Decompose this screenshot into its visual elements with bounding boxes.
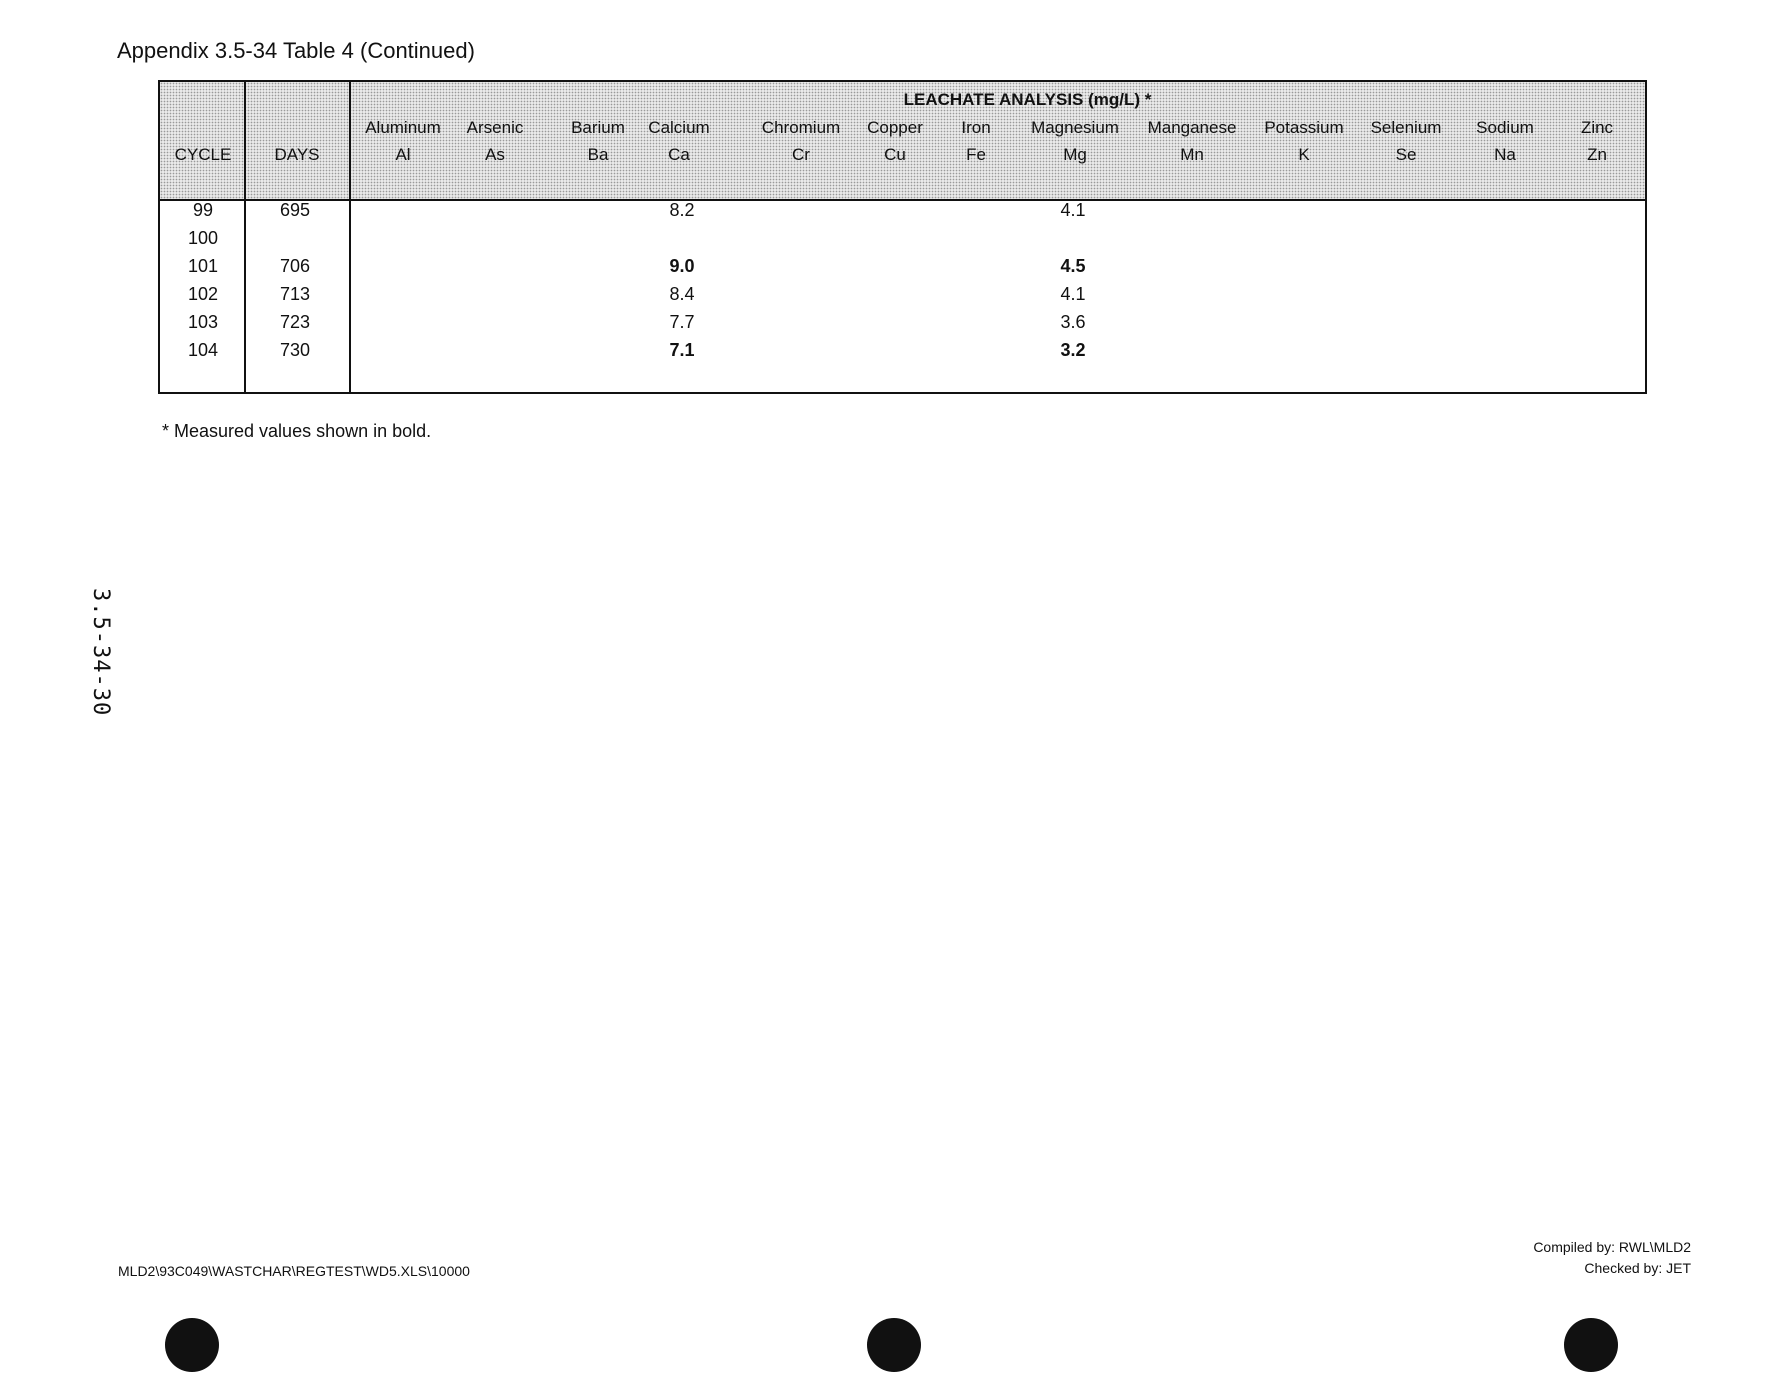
element-symbol-header: Cr bbox=[792, 145, 810, 164]
element-name-header: Barium bbox=[571, 118, 625, 137]
element-symbol-header: Mg bbox=[1063, 145, 1087, 164]
element-symbol-header: As bbox=[485, 145, 505, 164]
element-symbol-header: Ca bbox=[668, 145, 690, 164]
magnesium-cell: 4.5 bbox=[1060, 256, 1086, 276]
element-symbol-header: Cu bbox=[884, 145, 906, 164]
column-divider bbox=[244, 82, 246, 392]
element-name-header: Iron bbox=[961, 118, 991, 137]
element-name-header: Zinc bbox=[1580, 118, 1614, 137]
page-title: Appendix 3.5-34 Table 4 (Continued) bbox=[117, 38, 475, 63]
element-name-header: Arsenic bbox=[466, 118, 524, 137]
cycle-cell: 101 bbox=[187, 256, 219, 276]
element-name-header: Calcium bbox=[648, 118, 710, 137]
element-symbol-header: Ba bbox=[587, 145, 609, 164]
element-symbol-header: Al bbox=[395, 145, 411, 164]
element-name-header: Aluminum bbox=[365, 118, 441, 137]
days-cell: 723 bbox=[279, 312, 311, 332]
days-header: DAYS bbox=[274, 145, 320, 164]
binder-hole bbox=[1564, 1318, 1618, 1372]
element-name-header: Potassium bbox=[1264, 118, 1344, 137]
binder-hole bbox=[867, 1318, 921, 1372]
calcium-cell: 8.2 bbox=[669, 200, 695, 220]
element-symbol-header: Fe bbox=[966, 145, 986, 164]
cycle-cell: 99 bbox=[192, 200, 214, 220]
page-number: 3.5-34-30 bbox=[88, 588, 113, 717]
days-cell: 706 bbox=[279, 256, 311, 276]
cycle-header: CYCLE bbox=[174, 145, 232, 164]
cycle-cell: 104 bbox=[187, 340, 219, 360]
magnesium-cell: 4.1 bbox=[1060, 284, 1086, 304]
element-symbol-header: K bbox=[1298, 145, 1310, 164]
days-cell: 695 bbox=[279, 200, 311, 220]
element-name-header: Magnesium bbox=[1031, 118, 1119, 137]
days-cell: 730 bbox=[279, 340, 311, 360]
element-name-header: Manganese bbox=[1147, 118, 1237, 137]
calcium-cell: 8.4 bbox=[669, 284, 695, 304]
footnote: * Measured values shown in bold. bbox=[162, 421, 432, 441]
cycle-cell: 100 bbox=[187, 228, 219, 248]
binder-hole bbox=[165, 1318, 219, 1372]
cycle-cell: 103 bbox=[187, 312, 219, 332]
days-cell: 713 bbox=[279, 284, 311, 304]
element-symbol-header: Se bbox=[1395, 145, 1417, 164]
leachate-table bbox=[158, 80, 1647, 394]
magnesium-cell: 3.6 bbox=[1060, 312, 1086, 332]
signoff-block bbox=[1533, 1237, 1691, 1279]
element-symbol-header: Na bbox=[1494, 145, 1516, 164]
group-header: LEACHATE ANALYSIS (mg/L) * bbox=[903, 90, 1152, 109]
file-path: MLD2\93C049\WASTCHAR\REGTEST\WD5.XLS\10000 bbox=[118, 1263, 470, 1279]
column-divider bbox=[349, 82, 351, 392]
magnesium-cell: 3.2 bbox=[1060, 340, 1086, 360]
element-name-header: Chromium bbox=[761, 118, 841, 137]
element-symbol-header: Zn bbox=[1587, 145, 1607, 164]
checked-by: Checked by: JET bbox=[1584, 1260, 1691, 1276]
compiled-by: Compiled by: RWL\MLD2 bbox=[1533, 1239, 1691, 1255]
calcium-cell: 7.7 bbox=[669, 312, 695, 332]
calcium-cell: 7.1 bbox=[669, 340, 695, 360]
calcium-cell: 9.0 bbox=[669, 256, 695, 276]
magnesium-cell: 4.1 bbox=[1060, 200, 1086, 220]
element-name-header: Selenium bbox=[1370, 118, 1442, 137]
element-name-header: Copper bbox=[867, 118, 923, 137]
element-name-header: Sodium bbox=[1476, 118, 1534, 137]
cycle-cell: 102 bbox=[187, 284, 219, 304]
element-symbol-header: Mn bbox=[1180, 145, 1204, 164]
